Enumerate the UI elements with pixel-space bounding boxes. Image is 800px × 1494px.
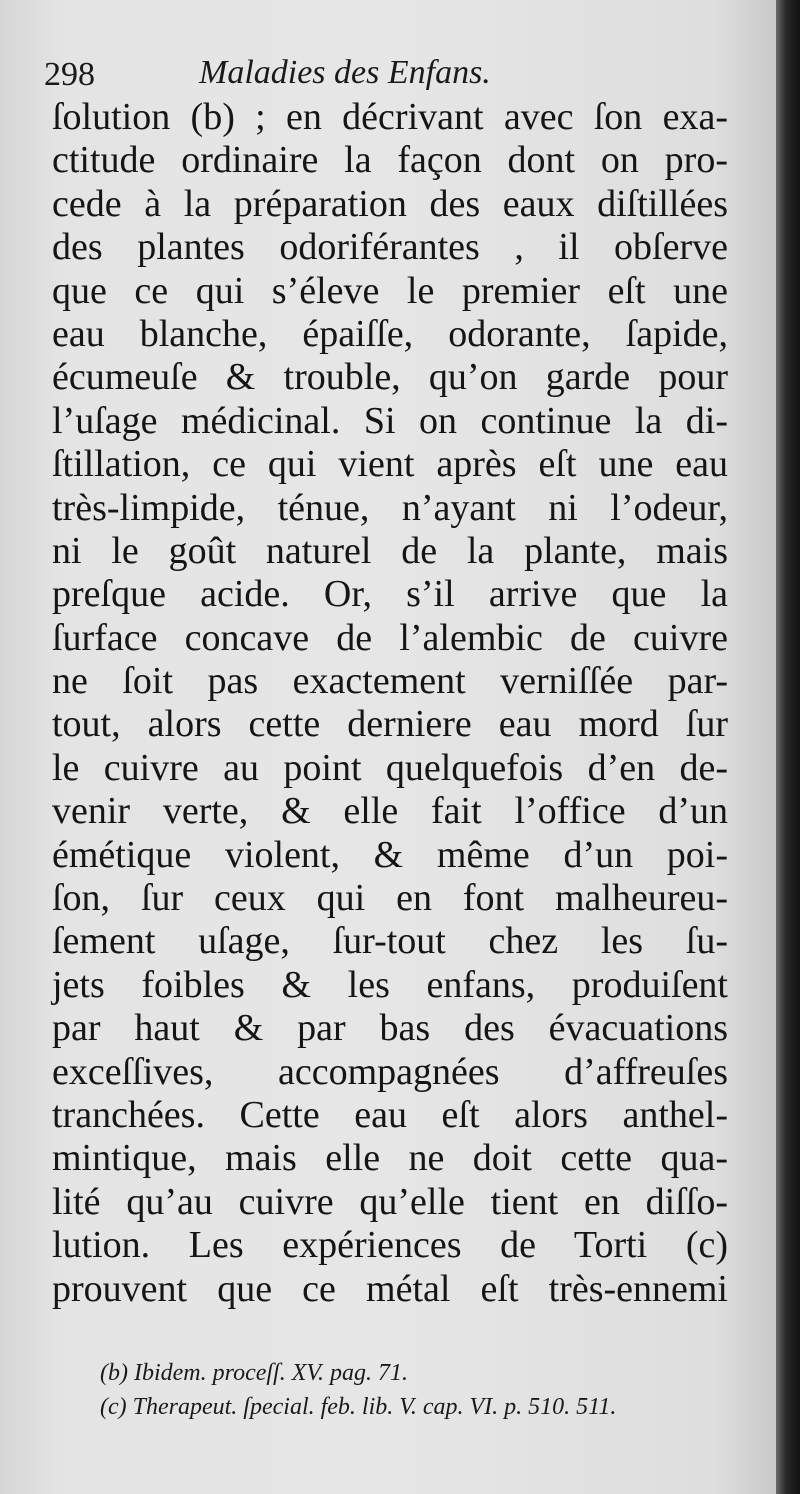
text-line: venir verte, & elle fait l’office d’un xyxy=(52,790,728,833)
text-line: par haut & par bas des évacuations xyxy=(52,1007,728,1050)
text-line: eau blanche, épaiſſe, odorante, ſapide, xyxy=(52,312,728,355)
text-line: mintique, mais elle ne doit cette qua- xyxy=(52,1137,728,1180)
text-line: ne ſoit pas exactement verniſſée par- xyxy=(52,660,728,703)
text-line: lité qu’au cuivre qu’elle tient en diſſo- xyxy=(52,1180,728,1223)
text-line: cede à la préparation des eaux diſtillées xyxy=(52,182,728,225)
footnote-c: (c) Therapeut. ſpecial. feb. lib. V. cap. VI. p. 510. 511. xyxy=(100,1394,617,1420)
text-line: écumeuſe & trouble, qu’on garde pour xyxy=(52,356,728,399)
text-line: émétique violent, & même d’un poi- xyxy=(52,833,728,876)
text-line: ſtillation, ce qui vient après eſt une eau xyxy=(52,443,728,486)
text-line: ſurface concave de l’alembic de cuivre xyxy=(52,616,728,659)
text-line: lution. Les expériences de Torti (c) xyxy=(52,1224,728,1267)
text-line: ſement uſage, ſur-tout chez les ſu- xyxy=(52,920,728,963)
text-line: des plantes odoriférantes , il obſerve xyxy=(52,226,728,269)
text-line: jets foibles & les enfans, produiſent xyxy=(52,963,728,1006)
text-line: très-limpide, ténue, n’ayant ni l’odeur, xyxy=(52,486,728,529)
text-line: ctitude ordinaire la façon dont on pro- xyxy=(52,139,728,182)
page-number: 298 xyxy=(44,56,95,93)
footnotes xyxy=(100,1356,740,1424)
text-line: prouvent que ce métal eſt très-ennemi xyxy=(52,1267,728,1310)
body-text xyxy=(52,96,728,1311)
page-edge-shadow xyxy=(776,0,800,1494)
text-line: le cuivre au point quelquefois d’en de- xyxy=(52,746,728,789)
footnote-b: (b) Ibidem. proceſſ. XV. pag. 71. xyxy=(100,1360,408,1386)
text-line: exceſſives, accompagnées d’affreuſes xyxy=(52,1050,728,1093)
text-line: tranchées. Cette eau eſt alors anthel- xyxy=(52,1093,728,1136)
text-line: preſque acide. Or, s’il arrive que la xyxy=(52,573,728,616)
text-line: ſolution (b) ; en décrivant avec ſon exa- xyxy=(52,96,728,138)
text-line: que ce qui s’éleve le premier eſt une xyxy=(52,269,728,312)
text-line: ni le goût naturel de la plante, mais xyxy=(52,529,728,572)
text-line: l’uſage médicinal. Si on continue la di- xyxy=(52,399,728,442)
running-title: Maladies des Enfans. xyxy=(199,54,491,91)
text-line: ſon, ſur ceux qui en font malheureu- xyxy=(52,877,728,920)
page-header xyxy=(44,52,684,98)
text-line: tout, alors cette derniere eau mord ſur xyxy=(52,703,728,746)
